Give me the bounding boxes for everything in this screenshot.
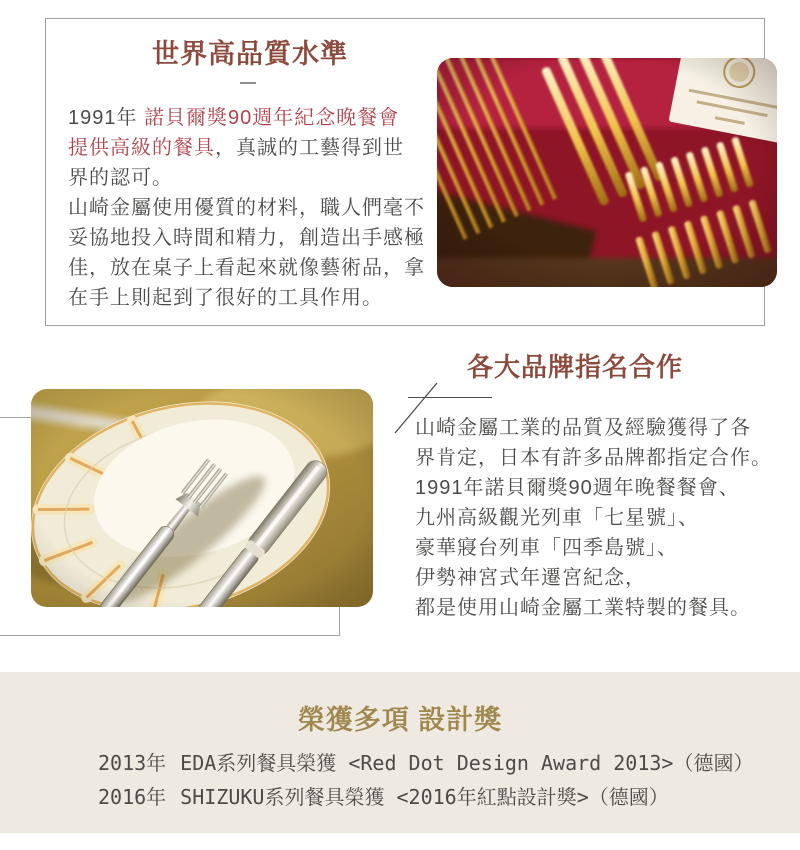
quality-paragraph xyxy=(68,103,450,313)
text-line: 界肯定，日本有許多品牌都指定合作。 xyxy=(415,447,772,469)
award-row xyxy=(98,780,753,814)
text-segment: ，真誠的工藝得到世 xyxy=(215,137,404,159)
quality-title-divider xyxy=(240,82,256,84)
plate-cutlery-illustration xyxy=(31,389,373,607)
award-row xyxy=(98,746,753,780)
text-line: 伊勢神宮式年遷宮紀念， xyxy=(415,567,646,589)
text-line xyxy=(68,133,450,163)
quality-title: 世界高品質水準 xyxy=(152,39,348,69)
awards-title: 榮獲多項 設計獎 xyxy=(297,705,503,735)
plate-cutlery-photo xyxy=(31,389,373,607)
text-line: 豪華寢台列車「四季島號」、 xyxy=(415,537,678,559)
text-segment: 界的認可。 xyxy=(68,167,173,189)
award-year: 2013年 xyxy=(98,751,167,775)
award-text: SHIZUKU系列餐具榮獲 <2016年紅點設計獎>（德國） xyxy=(180,785,669,809)
award-year: 2016年 xyxy=(98,785,167,809)
highlighted-text-segment: 提供高級的餐具 xyxy=(68,137,215,159)
text-line xyxy=(68,103,450,133)
text-line: 佳，放在桌子上看起來就像藝術品，拿 xyxy=(68,257,425,279)
text-line: 妥協地投入時間和精力，創造出手感極 xyxy=(68,227,425,249)
text-line: 九州高級觀光列車「七星號」、 xyxy=(415,507,699,529)
text-line: 山崎金屬工業的品質及經驗獲得了各 xyxy=(415,417,751,439)
awards-section xyxy=(0,672,800,833)
text-line: 在手上則起到了很好的工具作用。 xyxy=(68,287,383,309)
text-segment: 1991年 xyxy=(68,107,145,129)
text-line: 都是使用山崎金屬工業特製的餐具。 xyxy=(415,597,751,619)
highlighted-text-segment: 諾貝爾獎90週年紀念晚餐會 xyxy=(144,107,400,129)
text-line: 1991年諾貝爾獎90週年晚餐餐會、 xyxy=(415,477,740,499)
brands-paragraph xyxy=(415,413,800,623)
gold-cutlery-case-photo xyxy=(437,58,777,287)
award-text: EDA系列餐具榮獲 <Red Dot Design Award 2013>（德國） xyxy=(180,751,754,775)
brands-title: 各大品牌指名合作 xyxy=(467,352,684,382)
text-line xyxy=(68,163,450,193)
awards-list xyxy=(98,746,753,814)
text-line: 山崎金屬使用優質的材料，職人們毫不 xyxy=(68,197,425,219)
gold-cutlery-illustration xyxy=(437,58,777,287)
